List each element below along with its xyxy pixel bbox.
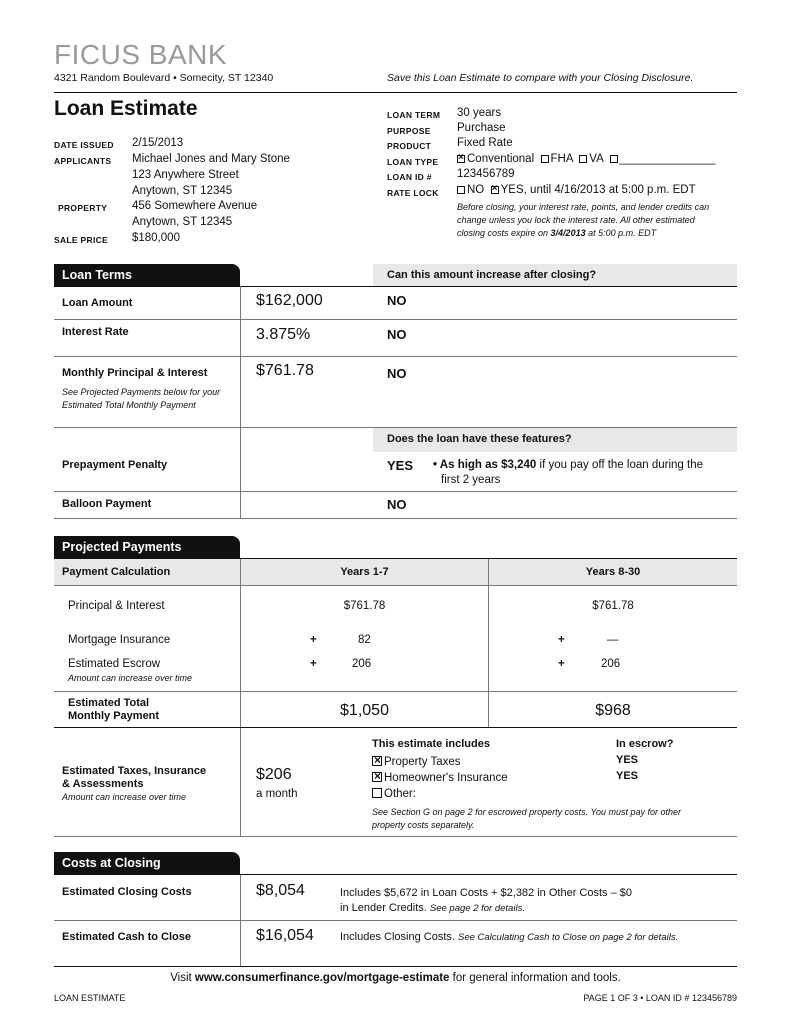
closing-costs-value: $8,054	[256, 882, 305, 899]
mi-value-2: —	[607, 634, 619, 646]
cash-to-close-value: $16,054	[256, 927, 314, 944]
cfpb-link[interactable]: www.consumerfinance.gov/mortgage-estimate	[194, 972, 450, 984]
closing-costs-label: Estimated Closing Costs	[62, 886, 192, 898]
loan-terms-tab: Loan Terms	[54, 264, 240, 286]
pi-label: Principal & Interest	[68, 600, 165, 612]
rate-lock-label: RATE LOCK	[387, 188, 439, 198]
escrow-see-note: See Section G on page 2 for escrowed property costs. You must pay for other property costs separately.	[372, 807, 682, 830]
checkbox-rate-lock-no[interactable]	[457, 186, 465, 194]
loan-amount-label: Loan Amount	[62, 297, 133, 309]
taxes-value: $206	[256, 766, 292, 783]
option-conventional: Conventional	[467, 153, 535, 165]
note-line: Estimated Total Monthly Payment	[62, 400, 196, 410]
checkbox-fha[interactable]	[541, 155, 549, 163]
plus-sign: +	[558, 634, 565, 646]
monthly-pi-note	[62, 386, 220, 412]
option-va: VA	[589, 153, 604, 165]
option-fha: FHA	[550, 153, 573, 165]
row-divider	[54, 319, 737, 320]
property-line: 456 Somewhere Avenue	[132, 200, 258, 212]
interest-rate-answer: NO	[387, 327, 407, 342]
loan-term-label: LOAN TERM	[387, 110, 441, 120]
prepayment-detail: • As high as $3,240 if you pay off the loan during the first 2 years	[433, 459, 703, 486]
increase-question: Can this amount increase after closing?	[387, 269, 597, 281]
rate-lock-note-line: change unless you lock the interest rate. All other estimated	[457, 215, 695, 225]
pi-value-2: $761.78	[592, 600, 634, 612]
page-title: Loan Estimate	[54, 97, 198, 120]
loan-type-options	[457, 153, 715, 165]
include-item-other: Other:	[372, 788, 416, 800]
include-item-property-taxes: ×Property Taxes	[372, 756, 461, 768]
rate-lock-yes: YES, until 4/16/2013 at 5:00 p.m. EDT	[500, 184, 696, 196]
row-divider	[54, 356, 737, 357]
rate-lock-options	[457, 184, 696, 196]
col-years-1-7: Years 1-7	[340, 566, 389, 578]
monthly-pi-answer: NO	[387, 366, 407, 381]
rate-lock-no: NO	[467, 184, 485, 196]
rate-lock-note-line: Before closing, your interest rate, points, and lender credits can	[457, 202, 710, 212]
escrow-value-2: 206	[601, 658, 621, 670]
footer-right: PAGE 1 OF 3 • LOAN ID # 123456789	[583, 993, 737, 1003]
rate-lock-note	[457, 201, 709, 240]
sale-price-label: SALE PRICE	[54, 235, 109, 245]
applicant-line: Anytown, ST 12345	[132, 185, 233, 197]
mi-value-1: 82	[358, 634, 371, 646]
balloon-answer: NO	[387, 497, 407, 512]
escrow-label: Estimated Escrow	[68, 658, 161, 670]
cash-to-close-desc: Includes Closing Costs. See Calculating Cash to Close on page 2 for details.	[340, 931, 679, 943]
bank-name: FICUS BANK	[54, 39, 228, 70]
loan-amount-value: $162,000	[256, 292, 323, 309]
plus-sign: +	[310, 658, 317, 670]
include-item-insurance: ×Homeowner's Insurance	[372, 772, 508, 784]
col-divider	[240, 875, 241, 967]
rate-lock-note-line: closing costs expire on 3/4/2013 at 5:00 p.m. EDT	[457, 228, 657, 238]
date-issued-value: 2/15/2013	[132, 137, 184, 149]
mi-label: Mortgage Insurance	[68, 634, 171, 646]
escrow-question: In escrow?	[616, 738, 674, 750]
row-divider	[54, 585, 737, 586]
option-other-blank: _______________	[619, 153, 716, 165]
purpose-value: Purchase	[457, 122, 506, 134]
applicants-label: APPLICANTS	[54, 156, 112, 166]
save-note: Save this Loan Estimate to compare with your Closing Disclosure.	[387, 72, 694, 84]
loan-type-label: LOAN TYPE	[387, 157, 439, 167]
row-divider	[54, 491, 737, 492]
costs-at-closing-tab: Costs at Closing	[54, 852, 240, 874]
purpose-label: PURPOSE	[387, 126, 431, 136]
taxes-note: Amount can increase over time	[62, 792, 187, 802]
escrow-property-taxes: YES	[616, 754, 639, 766]
checkbox-other-type[interactable]	[610, 155, 618, 163]
balloon-label: Balloon Payment	[62, 498, 152, 510]
col-divider	[240, 728, 241, 836]
loan-terms-divider	[240, 286, 241, 518]
closing-bottom-rule	[54, 966, 737, 967]
loan-term-value: 30 years	[457, 107, 502, 119]
escrow-value-1: 206	[352, 658, 372, 670]
checkbox-rate-lock-yes[interactable]	[491, 186, 499, 194]
plus-sign: +	[310, 634, 317, 646]
features-question: Does the loan have these features?	[387, 433, 572, 445]
bank-address: 4321 Random Boulevard • Somecity, ST 12340	[54, 72, 274, 84]
escrow-insurance: YES	[616, 770, 639, 782]
visit-line: Visit www.consumerfinance.gov/mortgage-estimate for general information and tools.	[170, 972, 621, 984]
col-years-8-30: Years 8-30	[585, 566, 641, 578]
closing-top-rule	[54, 874, 737, 875]
taxes-label: Estimated Taxes, Insurance & Assessments	[62, 765, 207, 790]
includes-label: This estimate includes	[372, 738, 490, 750]
row-divider	[54, 691, 737, 692]
loan-id-label: LOAN ID #	[387, 172, 432, 182]
loan-terms-top-rule	[54, 286, 737, 287]
plus-sign: +	[558, 658, 565, 670]
loan-id-value: 123456789	[457, 168, 515, 180]
product-label: PRODUCT	[387, 141, 432, 151]
total-monthly-2: $968	[595, 702, 631, 719]
prepayment-answer: YES	[387, 458, 414, 473]
row-divider	[54, 836, 737, 837]
payment-calc-label: Payment Calculation	[62, 566, 171, 578]
row-divider	[54, 518, 737, 519]
property-label: PROPERTY	[58, 203, 108, 213]
pi-value-1: $761.78	[343, 600, 386, 612]
property-line: Anytown, ST 12345	[132, 216, 233, 228]
total-monthly-label: Estimated Total Monthly Payment	[68, 697, 160, 722]
checkbox-property-taxes[interactable]	[372, 756, 382, 766]
footer-left: LOAN ESTIMATE	[54, 993, 126, 1003]
checkbox-homeowners-insurance[interactable]	[372, 772, 382, 782]
header-divider	[54, 92, 737, 93]
cash-to-close-label: Estimated Cash to Close	[62, 931, 191, 943]
sale-price-value: $180,000	[132, 232, 180, 244]
date-issued-label: DATE ISSUED	[54, 140, 114, 150]
monthly-pi-value: $761.78	[256, 362, 314, 379]
loan-amount-answer: NO	[387, 293, 407, 308]
prepayment-label: Prepayment Penalty	[62, 459, 168, 471]
interest-rate-value: 3.875%	[256, 326, 311, 343]
row-divider	[54, 727, 737, 728]
escrow-note: Amount can increase over time	[68, 673, 193, 683]
checkbox-conventional[interactable]	[457, 155, 465, 163]
note-line: See Projected Payments below for your	[62, 387, 221, 397]
monthly-pi-label: Monthly Principal & Interest	[62, 367, 208, 379]
applicant-line: 123 Anywhere Street	[132, 169, 239, 181]
checkbox-other[interactable]	[372, 788, 382, 798]
interest-rate-label: Interest Rate	[62, 326, 129, 338]
projected-payments-tab: Projected Payments	[54, 536, 240, 558]
row-divider	[54, 920, 737, 921]
closing-costs-desc: Includes $5,672 in Loan Costs + $2,382 in Other Costs – $0 in Lender Credits. See page 2 for details.	[340, 887, 632, 914]
product-value: Fixed Rate	[457, 137, 513, 149]
taxes-period: a month	[256, 788, 298, 800]
checkbox-va[interactable]	[579, 155, 587, 163]
total-monthly-1: $1,050	[340, 702, 389, 719]
applicant-line: Michael Jones and Mary Stone	[132, 153, 290, 165]
